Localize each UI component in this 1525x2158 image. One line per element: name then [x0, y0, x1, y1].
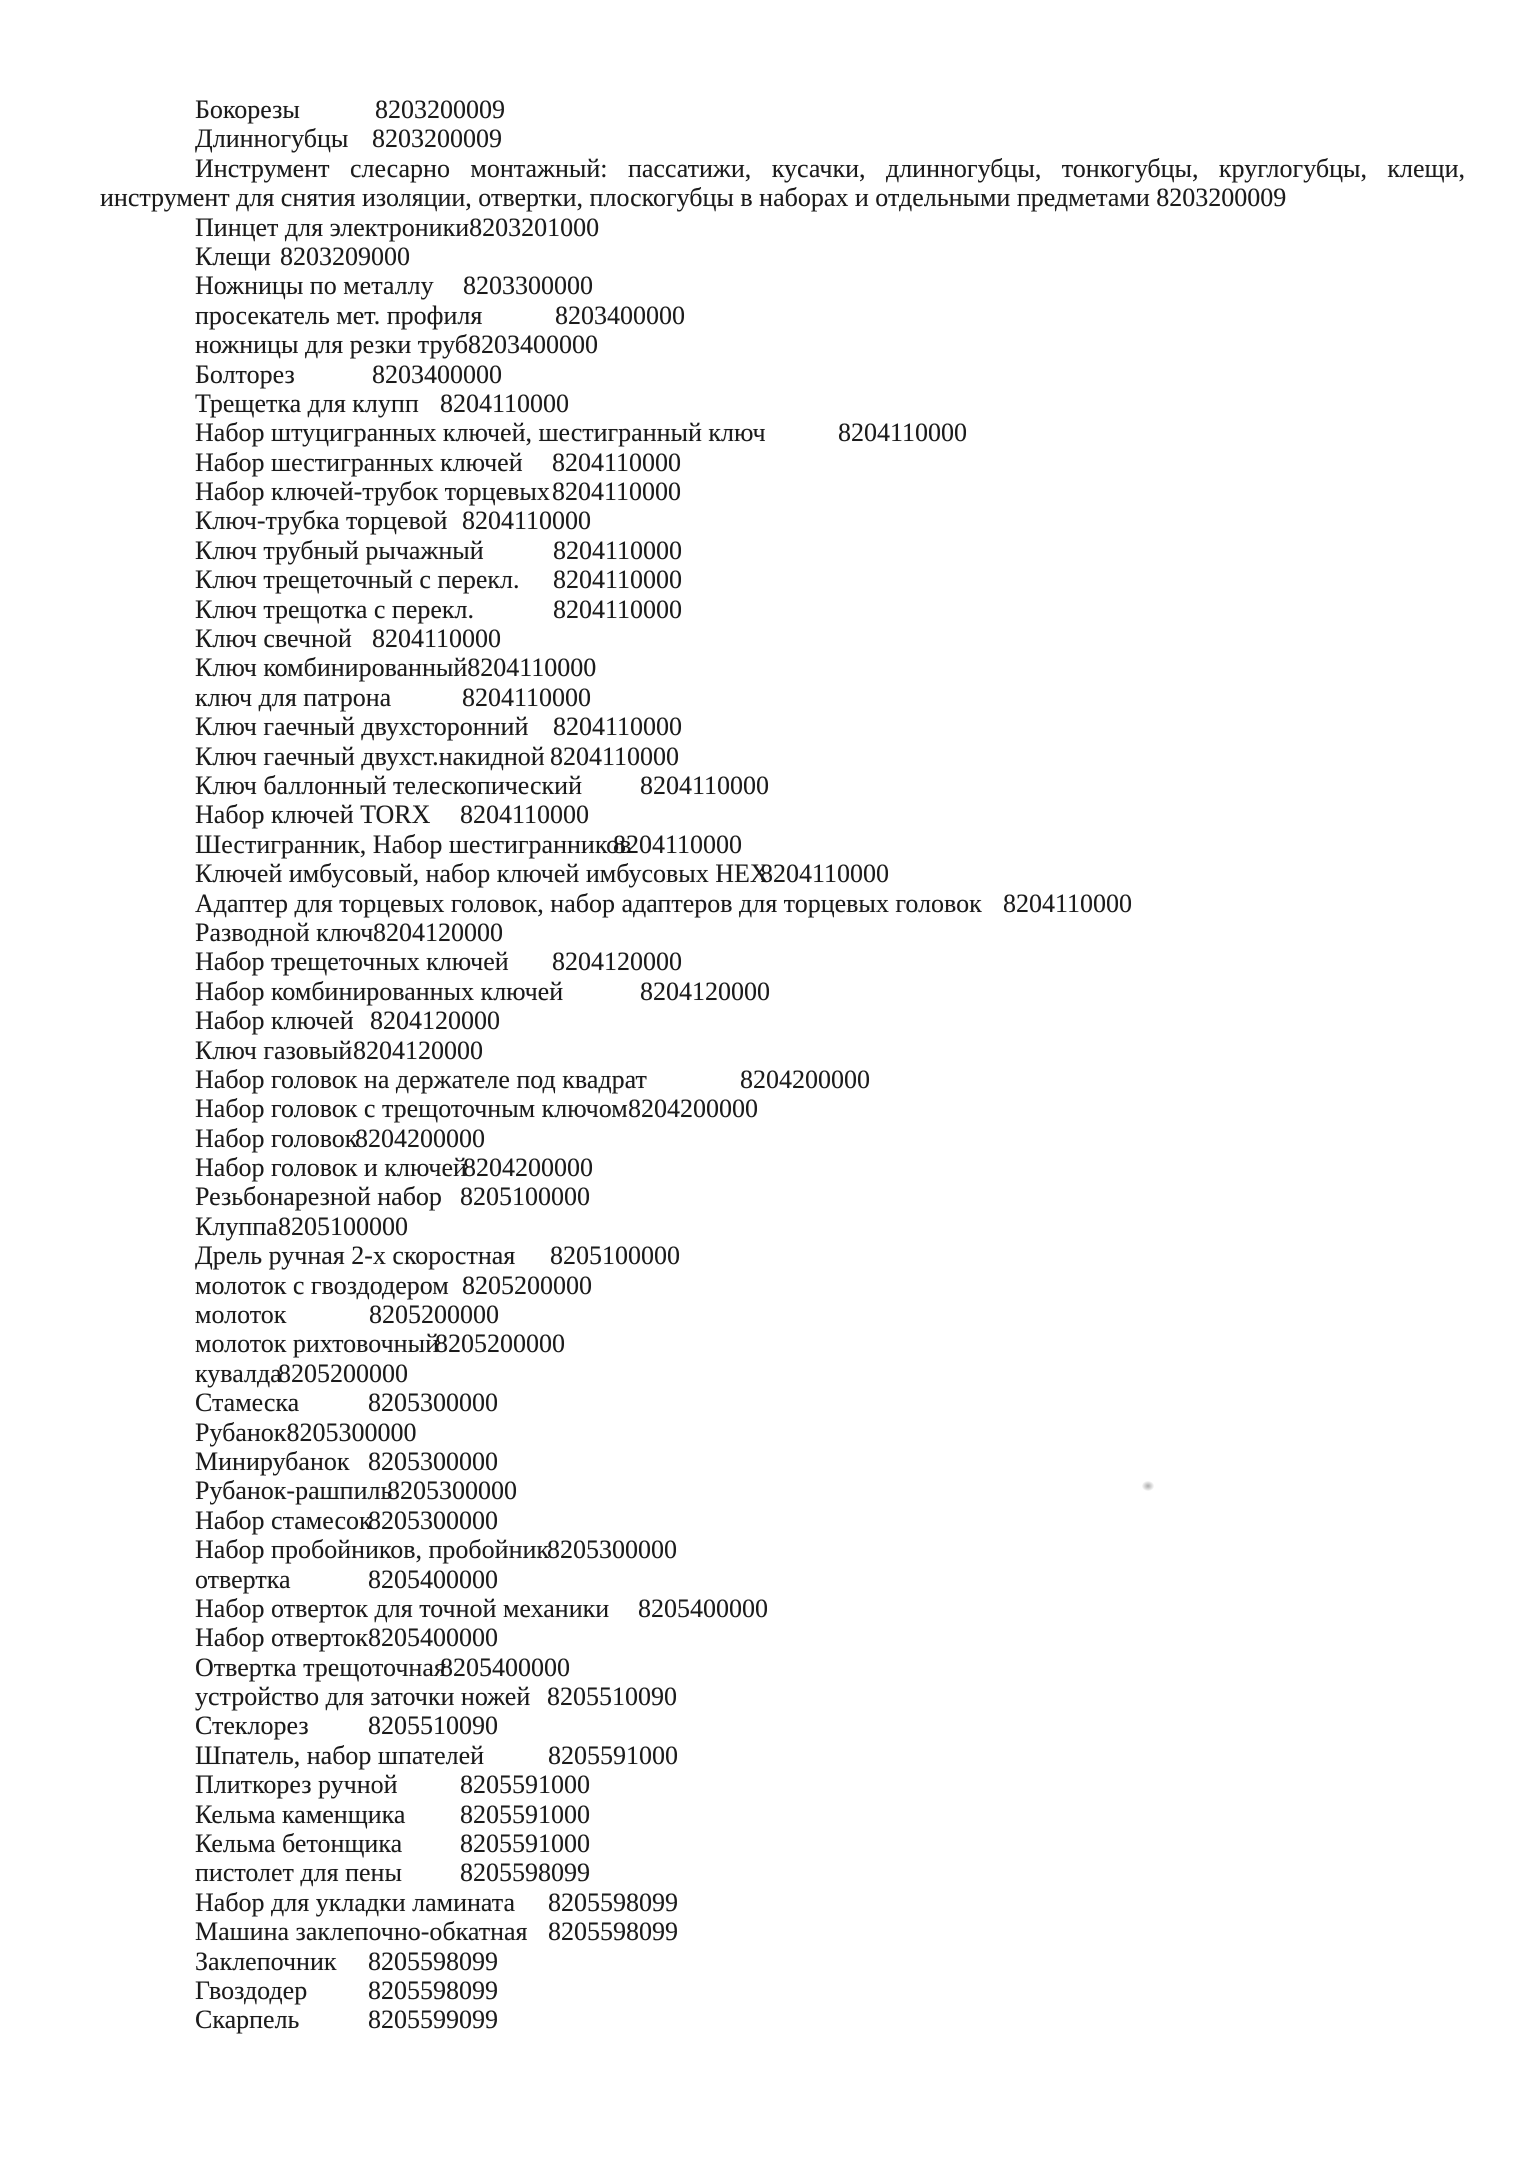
item-label: Набор головок на держателе под квадрат	[195, 1064, 647, 1094]
item-label: Трещетка для клупп	[195, 388, 419, 418]
item-code: 8204110000	[760, 859, 890, 889]
item-label: Рубанок-рашпиль	[195, 1476, 393, 1506]
item-label: Резьбонарезной набор	[195, 1182, 442, 1212]
list-item	[100, 506, 1465, 535]
list-item	[100, 477, 1465, 506]
item-label: Бокорезы	[195, 95, 300, 124]
list-item	[100, 1888, 1465, 1917]
list-item	[100, 1329, 1465, 1358]
item-label: Набор штуцигранных ключей, шестигранный ключ	[195, 418, 766, 448]
item-label: кувалда	[195, 1358, 282, 1388]
item-code: 8205598099	[368, 1946, 498, 1976]
item-label: Набор отверток для точной механики	[195, 1593, 610, 1623]
item-code: 8205300000	[547, 1535, 677, 1565]
item-code: 8205200000	[435, 1329, 565, 1359]
item-code: 8205598099	[548, 1887, 678, 1917]
item-label: пистолет для пены	[195, 1858, 402, 1888]
list-item	[100, 1212, 1465, 1241]
paragraph	[100, 154, 1465, 213]
list-item	[100, 565, 1465, 594]
item-label: Машина заклепочно-обкатная	[195, 1917, 528, 1947]
item-code: 8203400000	[468, 330, 598, 360]
item-code: 8204110000	[462, 682, 592, 712]
item-label: Ключ газовый	[195, 1035, 353, 1065]
item-code: 8204110000	[550, 741, 680, 771]
item-code: 8205510090	[547, 1682, 677, 1712]
item-label: Отвертка трещоточная	[195, 1652, 446, 1682]
item-code: 8204110000	[553, 565, 683, 595]
item-code: 8204110000	[838, 418, 968, 448]
item-label: Ножницы по металлу	[195, 271, 434, 301]
list-item	[100, 1711, 1465, 1740]
item-code: 8204110000	[552, 447, 682, 477]
item-label: Длинногубцы	[195, 124, 349, 154]
list-item	[100, 1535, 1465, 1564]
item-label: Скарпель	[195, 2005, 300, 2035]
item-label: ключ для патрона	[195, 682, 392, 712]
item-label: просекатель мет. профиля	[195, 300, 483, 330]
list-item	[100, 1682, 1465, 1711]
item-label: Набор пробойников, пробойник	[195, 1535, 550, 1565]
list-item	[100, 800, 1465, 829]
item-label: Ключ свечной	[195, 624, 352, 654]
item-code: 8205300000	[387, 1476, 517, 1506]
item-label: Минирубанок	[195, 1446, 350, 1476]
item-code: 8204110000	[372, 624, 502, 654]
item-code: 8205400000	[368, 1564, 498, 1594]
list-item	[100, 1094, 1465, 1123]
item-code: 8205100000	[550, 1241, 680, 1271]
item-code: 8204110000	[613, 829, 743, 859]
item-code: 8205200000	[369, 1300, 499, 1330]
list-item	[100, 124, 1465, 153]
item-code: 8205598099	[460, 1858, 590, 1888]
item-code: 8204120000	[552, 947, 682, 977]
paragraph-line: Инструмент слесарно монтажный: пассатижи, кусачки, длинногубцы, тонкогубцы, круглогубцы, клещи,	[195, 153, 1465, 183]
item-label: молоток	[195, 1300, 287, 1330]
item-code: 8204110000	[440, 388, 570, 418]
item-label: Набор ключей-трубок торцевых	[195, 477, 550, 507]
item-code: 8205300000	[286, 1417, 417, 1447]
item-label: отвертка	[195, 1564, 291, 1594]
item-code: 8204110000	[1003, 888, 1133, 918]
list-item	[100, 1418, 1465, 1447]
item-code: 8205400000	[368, 1623, 498, 1653]
item-code: 8204110000	[553, 535, 683, 565]
item-code: 8205300000	[368, 1505, 498, 1535]
list-item	[100, 653, 1465, 682]
item-label: Набор стамесок	[195, 1505, 372, 1535]
item-code: 8204200000	[628, 1094, 758, 1124]
item-label: Набор головок с трещоточным ключом	[195, 1094, 628, 1124]
item-code: 8205400000	[638, 1593, 768, 1623]
list-item	[100, 1388, 1465, 1417]
item-label: Кельма бетонщика	[195, 1829, 403, 1859]
list-item	[100, 1241, 1465, 1270]
item-label: Стеклорез	[195, 1711, 309, 1741]
list-item	[100, 213, 1465, 242]
item-code: 8203201000	[469, 212, 600, 242]
list-item	[100, 536, 1465, 565]
list-item	[100, 595, 1465, 624]
item-label: Ключ комбинированный	[195, 653, 468, 683]
item-code: 8204110000	[462, 506, 592, 536]
item-code: 8204110000	[460, 800, 590, 830]
item-code: 8203200009	[375, 95, 505, 124]
item-label: Набор ключей	[195, 1006, 354, 1036]
item-code: 8204110000	[553, 594, 683, 624]
item-label: Ключ-трубка торцевой	[195, 506, 448, 536]
list-item	[100, 1623, 1465, 1652]
item-code: 8204120000	[370, 1006, 500, 1036]
item-code: 8205591000	[548, 1740, 678, 1770]
list-item	[100, 683, 1465, 712]
item-label: Ключ гаечный двухсторонний	[195, 712, 529, 742]
item-label: Шестигранник, Набор шестигранников	[195, 829, 632, 859]
list-item	[100, 271, 1465, 300]
list-item	[100, 389, 1465, 418]
item-label: Клуппа	[195, 1211, 278, 1241]
list-item	[100, 947, 1465, 976]
item-label: Пинцет для электроники	[195, 212, 470, 242]
list-item	[100, 1006, 1465, 1035]
list-item	[100, 712, 1465, 741]
item-label: ножницы для резки труб	[195, 330, 468, 360]
list-item	[100, 1800, 1465, 1829]
item-label: Плиткорез ручной	[195, 1770, 398, 1800]
list-item	[100, 918, 1465, 947]
item-label: Набор трещеточных ключей	[195, 947, 509, 977]
list-item	[100, 418, 1465, 447]
item-label: Дрель ручная 2-х скоростная	[195, 1241, 516, 1271]
list-item	[100, 242, 1465, 271]
item-label: Кельма каменщика	[195, 1799, 406, 1829]
items-list	[100, 95, 1465, 2035]
item-label: Набор головок и ключей	[195, 1153, 467, 1183]
list-item	[100, 1036, 1465, 1065]
item-code: 8203400000	[555, 300, 685, 330]
list-item	[100, 1182, 1465, 1211]
list-item	[100, 1829, 1465, 1858]
item-label: Набор шестигранных ключей	[195, 447, 523, 477]
list-item	[100, 1858, 1465, 1887]
item-label: Ключ гаечный двухст.накидной	[195, 741, 545, 771]
item-code: 8205591000	[460, 1829, 590, 1859]
item-label: Клещи	[195, 241, 271, 271]
list-item	[100, 1065, 1465, 1094]
list-item	[100, 977, 1465, 1006]
scan-artifact	[1142, 1481, 1154, 1491]
item-label: Ключ трубный рычажный	[195, 535, 484, 565]
list-item	[100, 859, 1465, 888]
item-code: 8203200009	[372, 124, 502, 154]
list-item	[100, 301, 1465, 330]
list-item	[100, 1300, 1465, 1329]
list-item	[100, 889, 1465, 918]
item-code: 8203209000	[280, 241, 410, 271]
item-label: Набор отверток	[195, 1623, 369, 1653]
item-code: 8205510090	[368, 1711, 498, 1741]
item-code: 8205591000	[460, 1770, 590, 1800]
list-item	[100, 830, 1465, 859]
item-label: молоток с гвоздодером	[195, 1270, 449, 1300]
item-code: 8205100000	[278, 1211, 408, 1241]
item-code: 8204120000	[640, 976, 770, 1006]
item-label: Рубанок	[195, 1417, 287, 1447]
item-label: устройство для заточки ножей	[195, 1682, 531, 1712]
list-item	[100, 1153, 1465, 1182]
list-item	[100, 448, 1465, 477]
item-code: 8204120000	[353, 1035, 483, 1065]
item-label: Адаптер для торцевых головок, набор адаптеров для торцевых головок	[195, 888, 982, 918]
item-code: 8205591000	[460, 1799, 590, 1829]
item-code: 8205300000	[368, 1388, 498, 1418]
item-label: Стамеска	[195, 1388, 300, 1418]
list-item	[100, 330, 1465, 359]
item-label: Разводной ключ	[195, 917, 374, 947]
item-code: 8204110000	[640, 770, 770, 800]
item-label: Ключей имбусовый, набор ключей имбусовых HEX	[195, 859, 769, 889]
list-item	[100, 1565, 1465, 1594]
item-code: 8203400000	[372, 359, 502, 389]
list-item	[100, 95, 1465, 124]
item-code: 8203300000	[463, 271, 593, 301]
item-label: Заклепочник	[195, 1946, 337, 1976]
item-label: Гвоздодер	[195, 1976, 308, 2005]
list-item	[100, 1947, 1465, 1976]
item-code: 8205598099	[368, 1976, 498, 2005]
list-item	[100, 1506, 1465, 1535]
item-label: Набор ключей TORX	[195, 800, 431, 830]
list-item	[100, 1594, 1465, 1623]
list-item	[100, 1271, 1465, 1300]
list-item	[100, 1359, 1465, 1388]
item-code: 8205200000	[462, 1270, 592, 1300]
item-code: 8204200000	[355, 1123, 485, 1153]
item-code: 8204120000	[373, 917, 503, 947]
item-code: 8205400000	[440, 1652, 570, 1682]
item-code: 8205200000	[278, 1358, 408, 1388]
list-item	[100, 771, 1465, 800]
item-code: 8205100000	[460, 1182, 590, 1212]
list-item	[100, 1741, 1465, 1770]
list-item	[100, 360, 1465, 389]
list-item	[100, 1124, 1465, 1153]
list-item	[100, 742, 1465, 771]
item-label: Шпатель, набор шпателей	[195, 1740, 485, 1770]
item-label: Набор комбинированных ключей	[195, 976, 564, 1006]
item-code: 8204200000	[463, 1153, 593, 1183]
item-label: Болторез	[195, 359, 295, 389]
item-label: Ключ трещеточный с перекл.	[195, 565, 520, 595]
item-code: 8205598099	[548, 1917, 678, 1947]
item-code: 8204200000	[740, 1064, 870, 1094]
list-item	[100, 1653, 1465, 1682]
item-label: Набор головок	[195, 1123, 358, 1153]
paragraph-line: инструмент для снятия изоляции, отвертки, плоскогубцы в наборах и отдельными предметами 8203200009	[100, 183, 1287, 213]
list-item	[100, 1770, 1465, 1799]
list-item	[100, 1976, 1465, 2005]
item-label: молоток рихтовочный	[195, 1329, 439, 1359]
list-item	[100, 1917, 1465, 1946]
item-label: Набор для укладки ламината	[195, 1887, 516, 1917]
list-item	[100, 1476, 1465, 1505]
item-label: Ключ трещотка с перекл.	[195, 594, 475, 624]
list-item	[100, 624, 1465, 653]
list-item	[100, 1447, 1465, 1476]
item-code: 8205300000	[368, 1446, 498, 1476]
item-code: 8204110000	[553, 712, 683, 742]
item-code: 8204110000	[552, 477, 682, 507]
item-label: Ключ баллонный телескопический	[195, 770, 582, 800]
item-code: 8204110000	[467, 653, 597, 683]
item-code: 8205599099	[368, 2005, 498, 2035]
list-item	[100, 2005, 1465, 2034]
